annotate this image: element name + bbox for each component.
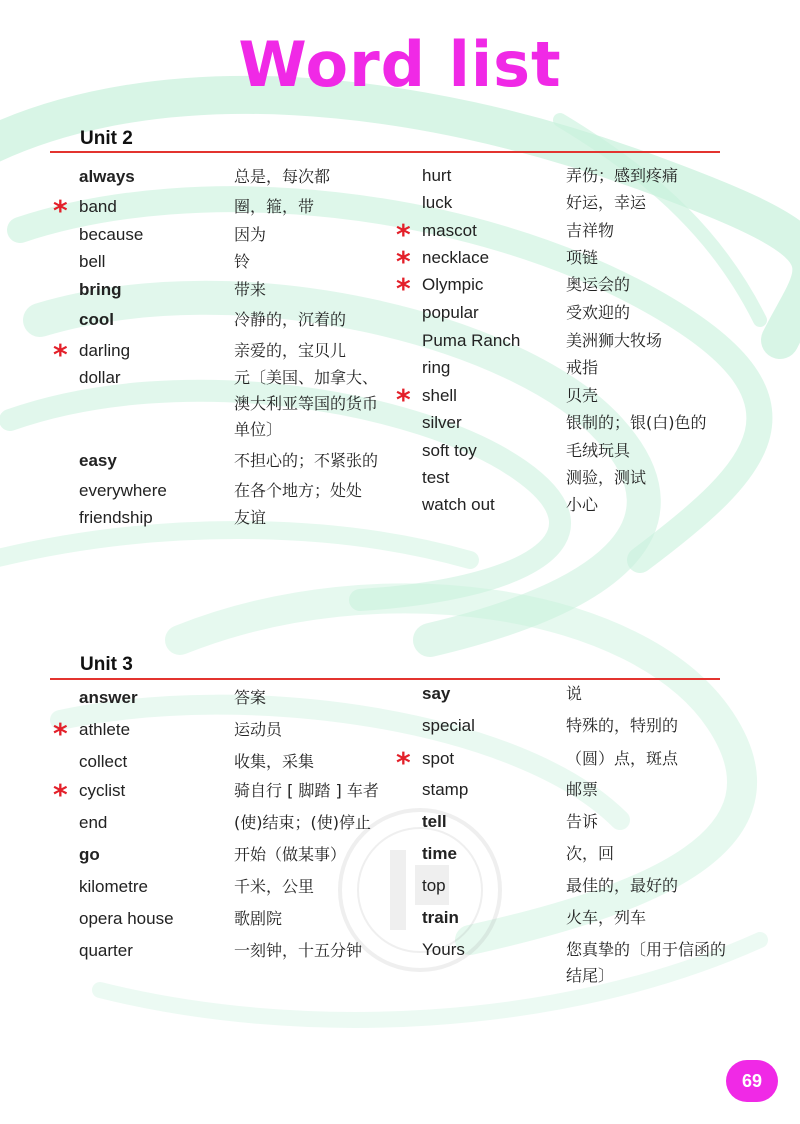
new-word-star-icon: * (53, 717, 68, 750)
unit-2-divider (50, 151, 720, 153)
vocab-word: luck (422, 193, 453, 212)
vocab-translation: 一刻钟，十五分钟 (234, 941, 363, 960)
vocab-translation: 告诉 (566, 812, 599, 831)
vocab-translation: 戒指 (566, 358, 599, 377)
unit-3-divider (50, 678, 720, 680)
vocab-word: tell (422, 812, 447, 831)
vocab-translation: 友谊 (234, 508, 267, 527)
vocab-translation: 弄伤；感到疼痛 (566, 166, 679, 185)
vocab-translation: 说 (566, 684, 583, 703)
vocab-word: soft toy (422, 441, 477, 460)
vocab-translation: 火车，列车 (566, 908, 647, 927)
vocab-word: Puma Ranch (422, 331, 521, 350)
vocab-word: spot (422, 749, 455, 768)
vocab-word: darling (79, 341, 131, 360)
page-number-badge: 69 (726, 1060, 778, 1102)
new-word-star-icon: * (396, 245, 411, 278)
vocab-word: top (422, 876, 446, 895)
unit-3-heading: Unit 3 (80, 654, 133, 675)
vocab-word: necklace (422, 248, 490, 267)
vocab-word: hurt (422, 166, 452, 185)
vocab-translation: 因为 (234, 225, 267, 244)
vocab-word: dollar (79, 368, 121, 387)
vocab-translation: 测验，测试 (566, 468, 647, 487)
new-word-star-icon: * (396, 746, 411, 779)
vocab-translation: 特殊的，特别的 (566, 716, 679, 735)
vocab-word: because (79, 225, 144, 244)
new-word-star-icon: * (53, 778, 68, 811)
vocab-translation: 邮票 (566, 780, 599, 799)
new-word-star-icon: * (396, 383, 411, 416)
vocab-word: bell (79, 252, 106, 271)
vocab-translation: 带来 (234, 280, 267, 299)
vocab-translation: 美洲狮大牧场 (566, 331, 663, 350)
vocab-word: test (422, 468, 450, 487)
vocab-translation: 贝壳 (566, 386, 599, 405)
vocab-translation: 收集，采集 (234, 752, 315, 771)
vocab-translation: 总是，每次都 (234, 167, 331, 186)
new-word-star-icon: * (396, 218, 411, 251)
vocab-word: cyclist (79, 781, 126, 800)
vocab-translation: 最佳的，最好的 (566, 876, 679, 895)
vocab-translation: 好运，幸运 (566, 193, 647, 212)
vocab-word: friendship (79, 508, 153, 527)
vocab-word: everywhere (79, 481, 167, 500)
page-title: Word list (238, 28, 562, 101)
vocab-translation: 答案 (234, 688, 267, 707)
vocab-word: end (79, 813, 108, 832)
vocab-word: time (422, 844, 457, 863)
vocab-translation: 您真挚的〔用于信函的结尾〕 (566, 940, 727, 985)
vocab-word: collect (79, 752, 128, 771)
vocab-translation: 千米，公里 (234, 877, 315, 896)
vocab-translation: 毛绒玩具 (566, 441, 631, 460)
vocab-word: bring (79, 280, 122, 299)
vocab-word: ring (422, 358, 451, 377)
vocab-word: train (422, 908, 459, 927)
new-word-star-icon: * (53, 338, 68, 371)
vocab-translation: 亲爱的，宝贝儿 (234, 341, 347, 360)
vocab-translation: 受欢迎的 (566, 303, 631, 322)
vocab-word: silver (422, 413, 462, 432)
vocab-translation: 开始（做某事） (234, 845, 347, 864)
new-word-star-icon: * (396, 272, 411, 305)
vocab-translation: 银制的；银(白)色的 (566, 413, 707, 432)
vocab-translation: 骑自行 [ 脚踏 ] 车者 (234, 781, 379, 800)
vocab-word: band (79, 197, 117, 216)
vocab-translation: 次，回 (566, 844, 615, 863)
vocab-translation: 项链 (566, 248, 599, 267)
vocab-translation: 元〔美国、加拿大、澳大利亚等国的货币单位〕 (234, 368, 379, 439)
vocab-word: easy (79, 451, 117, 470)
vocab-translation: 不担心的；不紧张的 (234, 451, 379, 470)
unit-2-heading: Unit 2 (80, 128, 133, 149)
vocab-translation: (使)结束；(使)停止 (234, 813, 371, 832)
vocab-word: special (422, 716, 475, 735)
vocab-word: Olympic (422, 275, 484, 294)
new-word-star-icon: * (53, 194, 68, 227)
vocab-word: say (422, 684, 451, 703)
vocab-translation: （圆）点，斑点 (566, 749, 679, 768)
vocab-word: athlete (79, 720, 131, 739)
vocab-translation: 在各个地方；处处 (234, 481, 363, 500)
vocab-translation: 吉祥物 (566, 221, 615, 240)
vocab-translation: 歌剧院 (234, 909, 283, 928)
vocab-word: quarter (79, 941, 133, 960)
vocab-word: Yours (422, 940, 465, 959)
vocab-translation: 圈，箍，带 (234, 197, 315, 216)
vocab-word: stamp (422, 780, 469, 799)
vocab-word: shell (422, 386, 457, 405)
vocab-word: answer (79, 688, 138, 707)
vocab-word: always (79, 167, 135, 186)
vocab-translation: 铃 (234, 252, 251, 271)
vocab-translation: 运动员 (234, 720, 283, 739)
vocab-word: go (79, 845, 100, 864)
vocab-translation: 小心 (566, 495, 599, 514)
vocab-word: watch out (422, 495, 495, 514)
vocab-word: mascot (422, 221, 477, 240)
vocab-word: popular (422, 303, 479, 322)
vocab-word: opera house (79, 909, 174, 928)
vocab-translation: 冷静的，沉着的 (234, 310, 347, 329)
vocab-translation: 奥运会的 (566, 275, 631, 294)
vocab-word: kilometre (79, 877, 148, 896)
vocab-word: cool (79, 310, 114, 329)
